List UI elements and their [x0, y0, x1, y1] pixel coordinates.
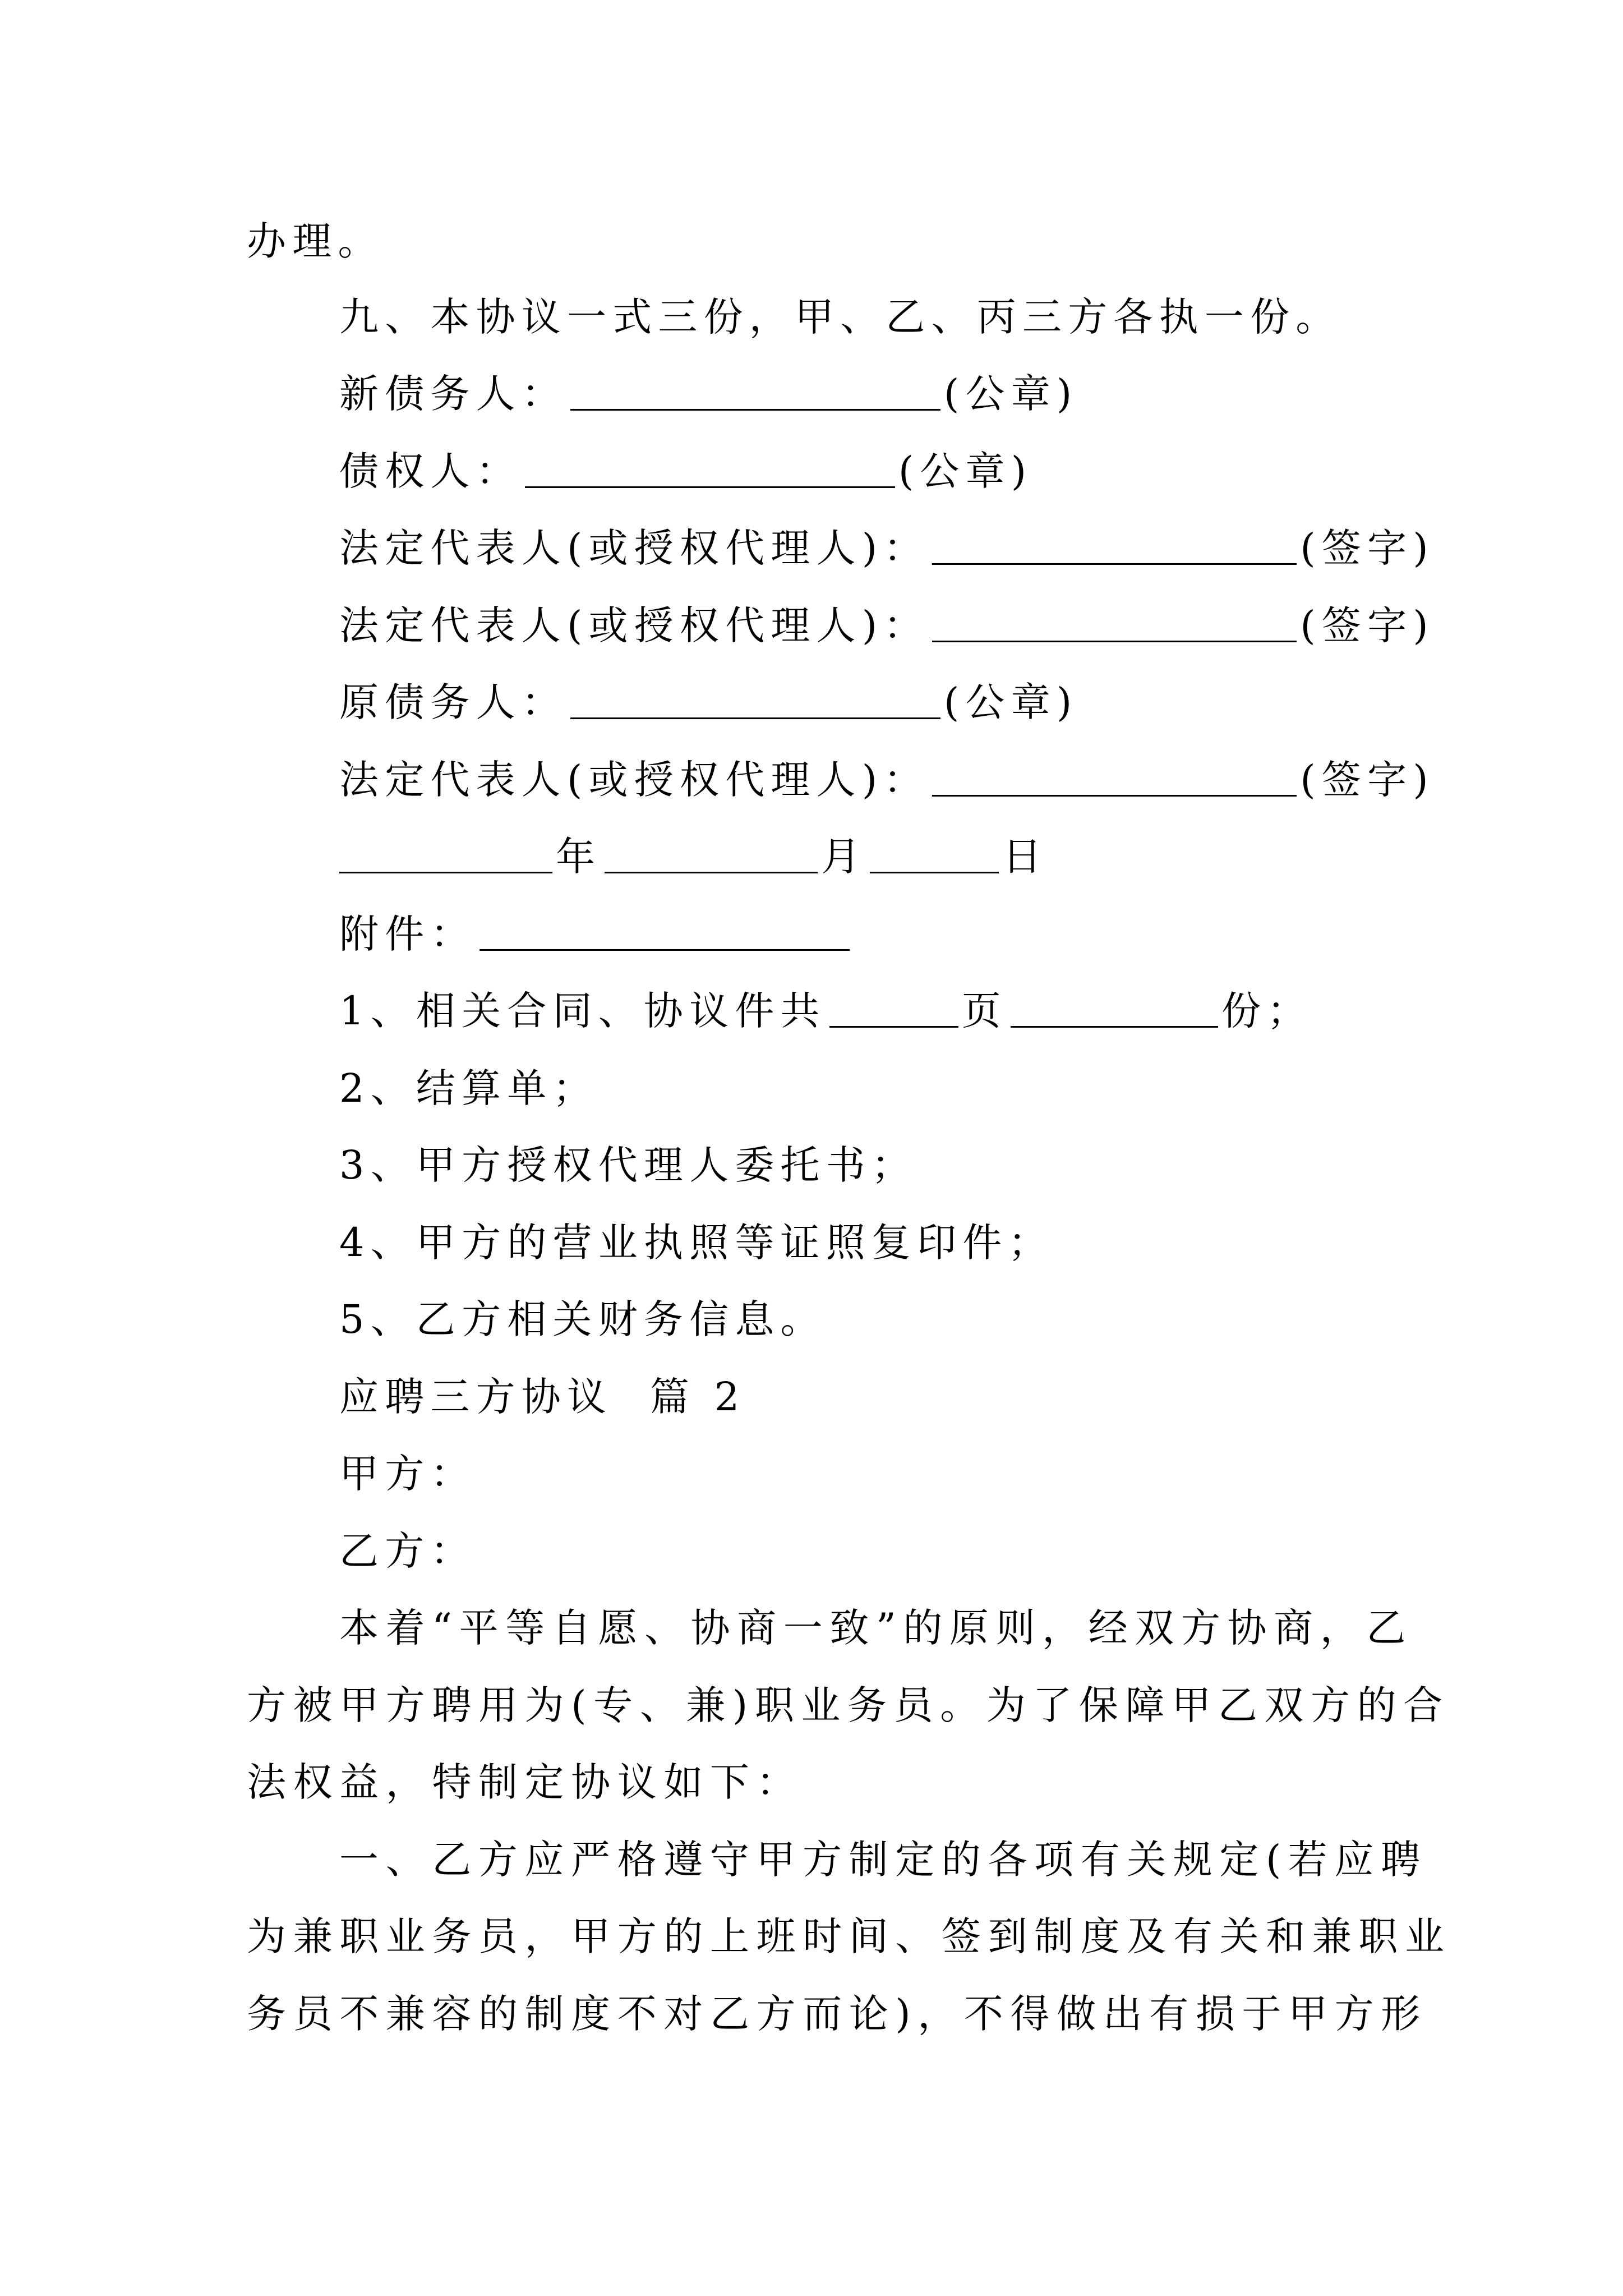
- legal-rep-label-2: 法定代表人(或授权代理人)：: [339, 602, 929, 648]
- new-debtor-seal: (公章): [944, 371, 1078, 417]
- paragraph-2-line-1: 一、乙方应严格遵守甲方制定的各项有关规定(若应聘: [339, 1837, 1427, 1883]
- attachment-row: [339, 906, 853, 962]
- creditor-blank: [525, 447, 895, 488]
- new-debtor-row: [339, 366, 1078, 422]
- legal-rep-sign-2: (签字): [1300, 602, 1435, 648]
- legal-rep-row-2: [339, 597, 1435, 654]
- new-debtor-blank: [570, 370, 940, 411]
- month-label: 月: [821, 834, 867, 880]
- new-debtor-label: 新债务人：: [339, 371, 567, 417]
- pages-blank: [829, 987, 958, 1028]
- orig-debtor-blank: [570, 678, 940, 719]
- orig-debtor-label: 原债务人：: [339, 679, 567, 725]
- legal-rep-label-1: 法定代表人(或授权代理人)：: [339, 525, 929, 571]
- paragraph-2-line-3: 务员不兼容的制度不对乙方而论)，不得做出有损于甲方形: [247, 1991, 1427, 2037]
- paragraph-1-line-2: 方被甲方聘用为(专、兼)职业务员。为了保障甲乙双方的合: [247, 1682, 1450, 1728]
- attachment-item-4: 4、甲方的营业执照等证照复印件；: [339, 1220, 1054, 1266]
- date-row: [339, 829, 1048, 885]
- paragraph-1-line-1: 本着“平等自愿、协商一致”的原则，经双方协商，乙: [339, 1605, 1413, 1651]
- paragraph-2-line-2: 为兼职业务员，甲方的上班时间、签到制度及有关和兼职业: [247, 1913, 1451, 1959]
- party-b-label: 乙方：: [339, 1528, 476, 1574]
- year-blank: [339, 832, 552, 873]
- creditor-label: 债权人：: [339, 448, 522, 494]
- legal-rep-row-1: [339, 520, 1435, 576]
- creditor-row: [339, 443, 1032, 499]
- legal-rep-blank-3: [932, 756, 1297, 797]
- attachment-blank: [479, 910, 850, 951]
- section-title: 应聘三方协议 篇 2: [339, 1374, 746, 1420]
- copies-blank: [1011, 987, 1218, 1028]
- attachment-item-2: 2、结算单；: [339, 1065, 598, 1111]
- attachment-item-3: 3、甲方授权代理人委托书；: [339, 1142, 917, 1188]
- legal-rep-sign-3: (签字): [1300, 757, 1435, 803]
- day-label: 日: [1002, 834, 1048, 880]
- legal-rep-blank-1: [932, 524, 1297, 565]
- paragraph-1-line-3: 法权益，特制定协议如下：: [247, 1759, 803, 1805]
- orig-debtor-seal: (公章): [944, 679, 1078, 725]
- legal-rep-sign-1: (签字): [1300, 525, 1435, 571]
- copies-label: 份；: [1221, 988, 1313, 1034]
- creditor-seal: (公章): [898, 448, 1033, 494]
- legal-rep-blank-2: [932, 601, 1297, 642]
- attachment-item-1: [339, 983, 1312, 1039]
- clause-nine: 九、本协议一式三份，甲、乙、丙三方各执一份。: [339, 294, 1341, 340]
- month-blank: [605, 832, 818, 873]
- day-blank: [870, 832, 999, 873]
- text-line-1: 办理。: [247, 218, 384, 264]
- orig-debtor-row: [339, 674, 1078, 730]
- attachment-item-1-text: 1、相关合同、协议件共: [339, 988, 826, 1034]
- year-label: 年: [556, 834, 602, 880]
- party-a-label: 甲方：: [339, 1451, 476, 1497]
- attachment-label: 附件：: [339, 911, 476, 957]
- pages-label: 页: [961, 988, 1007, 1034]
- legal-rep-row-3: [339, 752, 1435, 808]
- legal-rep-label-3: 法定代表人(或授权代理人)：: [339, 757, 929, 803]
- attachment-item-5: 5、乙方相关财务信息。: [339, 1296, 826, 1342]
